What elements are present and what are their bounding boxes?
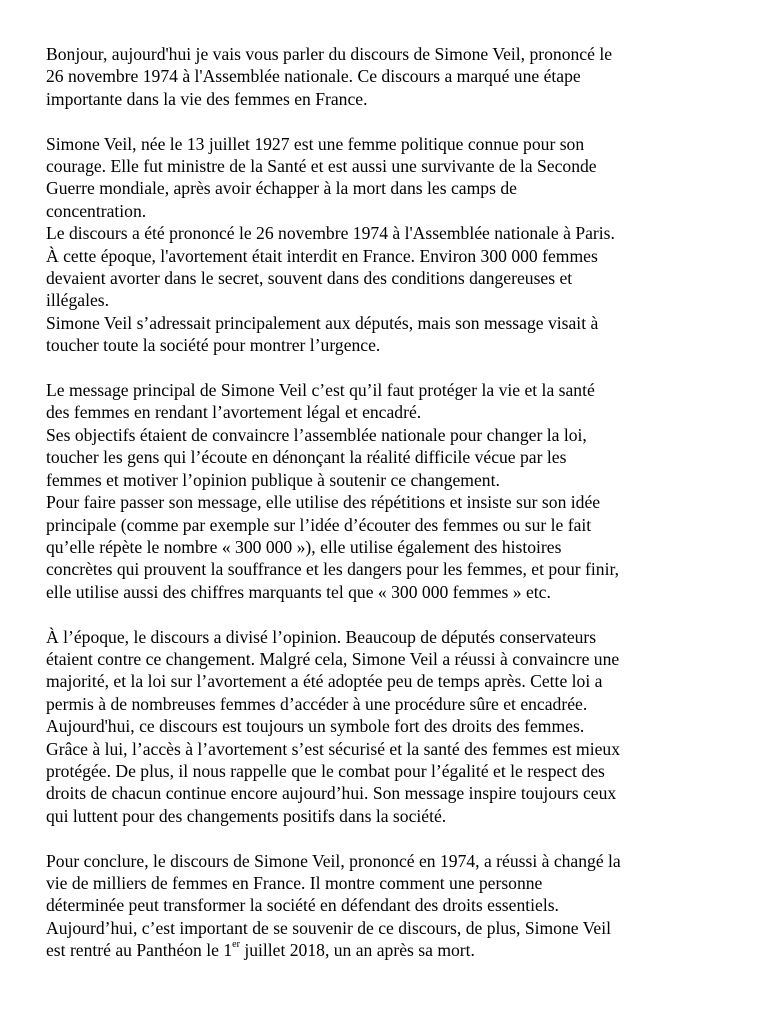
text-line: 26 novembre 1974 à l'Assemblée nationale. Ce discours a marqué une étape [46, 66, 581, 87]
text-line: courage. Elle fut ministre de la Santé et est aussi une survivante de la Seconde [46, 156, 597, 177]
text-line: À cette époque, l'avortement était interdit en France. Environ 300 000 femmes [46, 245, 598, 266]
paragraph-gap [46, 357, 728, 379]
text-line: toucher les gens qui l’écoute en dénonçant la réalité difficile vécue par les [46, 447, 567, 468]
final-line-end: juillet 2018, un an après sa mort. [239, 940, 475, 961]
text-line: À l’époque, le discours a divisé l’opinion. Beaucoup de députés conservateurs [46, 626, 597, 647]
text-line: Pour faire passer son message, elle utilise des répétitions et insiste sur son idée [46, 492, 601, 513]
paragraph-gap [46, 110, 728, 132]
text-line: Aujourd'hui, ce discours est toujours un symbole fort des droits des femmes. [46, 716, 585, 737]
impact-now-paragraph [46, 715, 728, 827]
text-line: Simone Veil, née le 13 juillet 1927 est une femme politique connue pour son [46, 133, 585, 154]
text-line: Grâce à lui, l’accès à l’avortement s’est sécurisé et la santé des femmes est mieux [46, 738, 620, 759]
text-line: Aujourd’hui, c’est important de se souvenir de ce discours, de plus, Simone Veil [46, 917, 612, 938]
text-line: toucher toute la société pour montrer l’urgence. [46, 335, 381, 356]
message-methods-paragraph [46, 491, 728, 603]
context-date-paragraph [46, 222, 728, 312]
text-line: devaient avorter dans le secret, souvent dans des conditions dangereuses et [46, 268, 573, 289]
text-line: permis à de nombreuses femmes d’accéder à une procédure sûre et encadrée. [46, 693, 588, 714]
text-line: Bonjour, aujourd'hui je vais vous parler du discours de Simone Veil, prononcé le [46, 44, 613, 64]
text-line: droits de chacun continue encore aujourd’hui. Son message inspire toujours ceux [46, 783, 617, 804]
text-line: qu’elle répète le nombre « 300 000 »), elle utilise également des histoires [46, 536, 562, 557]
text-line: elle utilise aussi des chiffres marquants tel que « 300 000 femmes » etc. [46, 581, 551, 602]
text-line: vie de milliers de femmes en France. Il montre comment une personne [46, 872, 543, 893]
text-line: déterminée peut transformer la société en défendant des droits essentiels. [46, 895, 559, 916]
text-line: Ses objectifs étaient de convaincre l’assemblée nationale pour changer la loi, [46, 424, 587, 445]
text-line: Pour conclure, le discours de Simone Veil, prononcé en 1974, a réussi à changé la [46, 850, 621, 871]
text-line: femmes et motiver l’opinion publique à soutenir ce changement. [46, 469, 500, 490]
text-line: Le message principal de Simone Veil c’est qu’il faut protéger la vie et la santé [46, 380, 595, 401]
text-line: concentration. [46, 200, 147, 221]
text-line: principale (comme par exemple sur l’idée d’écouter des femmes ou sur le fait [46, 514, 592, 535]
text-line: protégée. De plus, il nous rappelle que le combat pour l’égalité et le respect des [46, 760, 605, 781]
text-line: étaient contre ce changement. Malgré cela, Simone Veil a réussi à convaincre une [46, 648, 620, 669]
paragraph-gap [46, 603, 728, 625]
text-line: Simone Veil s’adressait principalement aux députés, mais son message visait à [46, 312, 599, 333]
intro-paragraph [46, 43, 728, 110]
text-line: qui luttent pour des changements positifs dans la société. [46, 805, 447, 826]
message-goals-paragraph [46, 424, 728, 491]
impact-then-paragraph [46, 626, 728, 716]
ordinal-superscript: er [232, 939, 240, 951]
text-line: majorité, et la loi sur l’avortement a été adoptée peu de temps après. Cette loi a [46, 671, 603, 692]
message-main-paragraph [46, 379, 728, 424]
conclusion-paragraph [46, 850, 728, 962]
text-line: concrètes qui prouvent la souffrance et les dangers pour les femmes, et pour finir, [46, 559, 620, 580]
context-bio-paragraph [46, 133, 728, 223]
text-line: importante dans la vie des femmes en France. [46, 88, 368, 109]
text-line: des femmes en rendant l’avortement légal et encadré. [46, 402, 422, 423]
paragraph-gap [46, 827, 728, 849]
text-line: Guerre mondiale, après avoir échapper à la mort dans les camps de [46, 178, 517, 199]
text-line: illégales. [46, 290, 110, 311]
context-audience-paragraph [46, 312, 728, 357]
final-text-line [46, 939, 728, 961]
final-line-start: est rentré au Panthéon le 1 [46, 940, 233, 961]
text-line: Le discours a été prononcé le 26 novembre 1974 à l'Assemblée nationale à Paris. [46, 223, 615, 244]
